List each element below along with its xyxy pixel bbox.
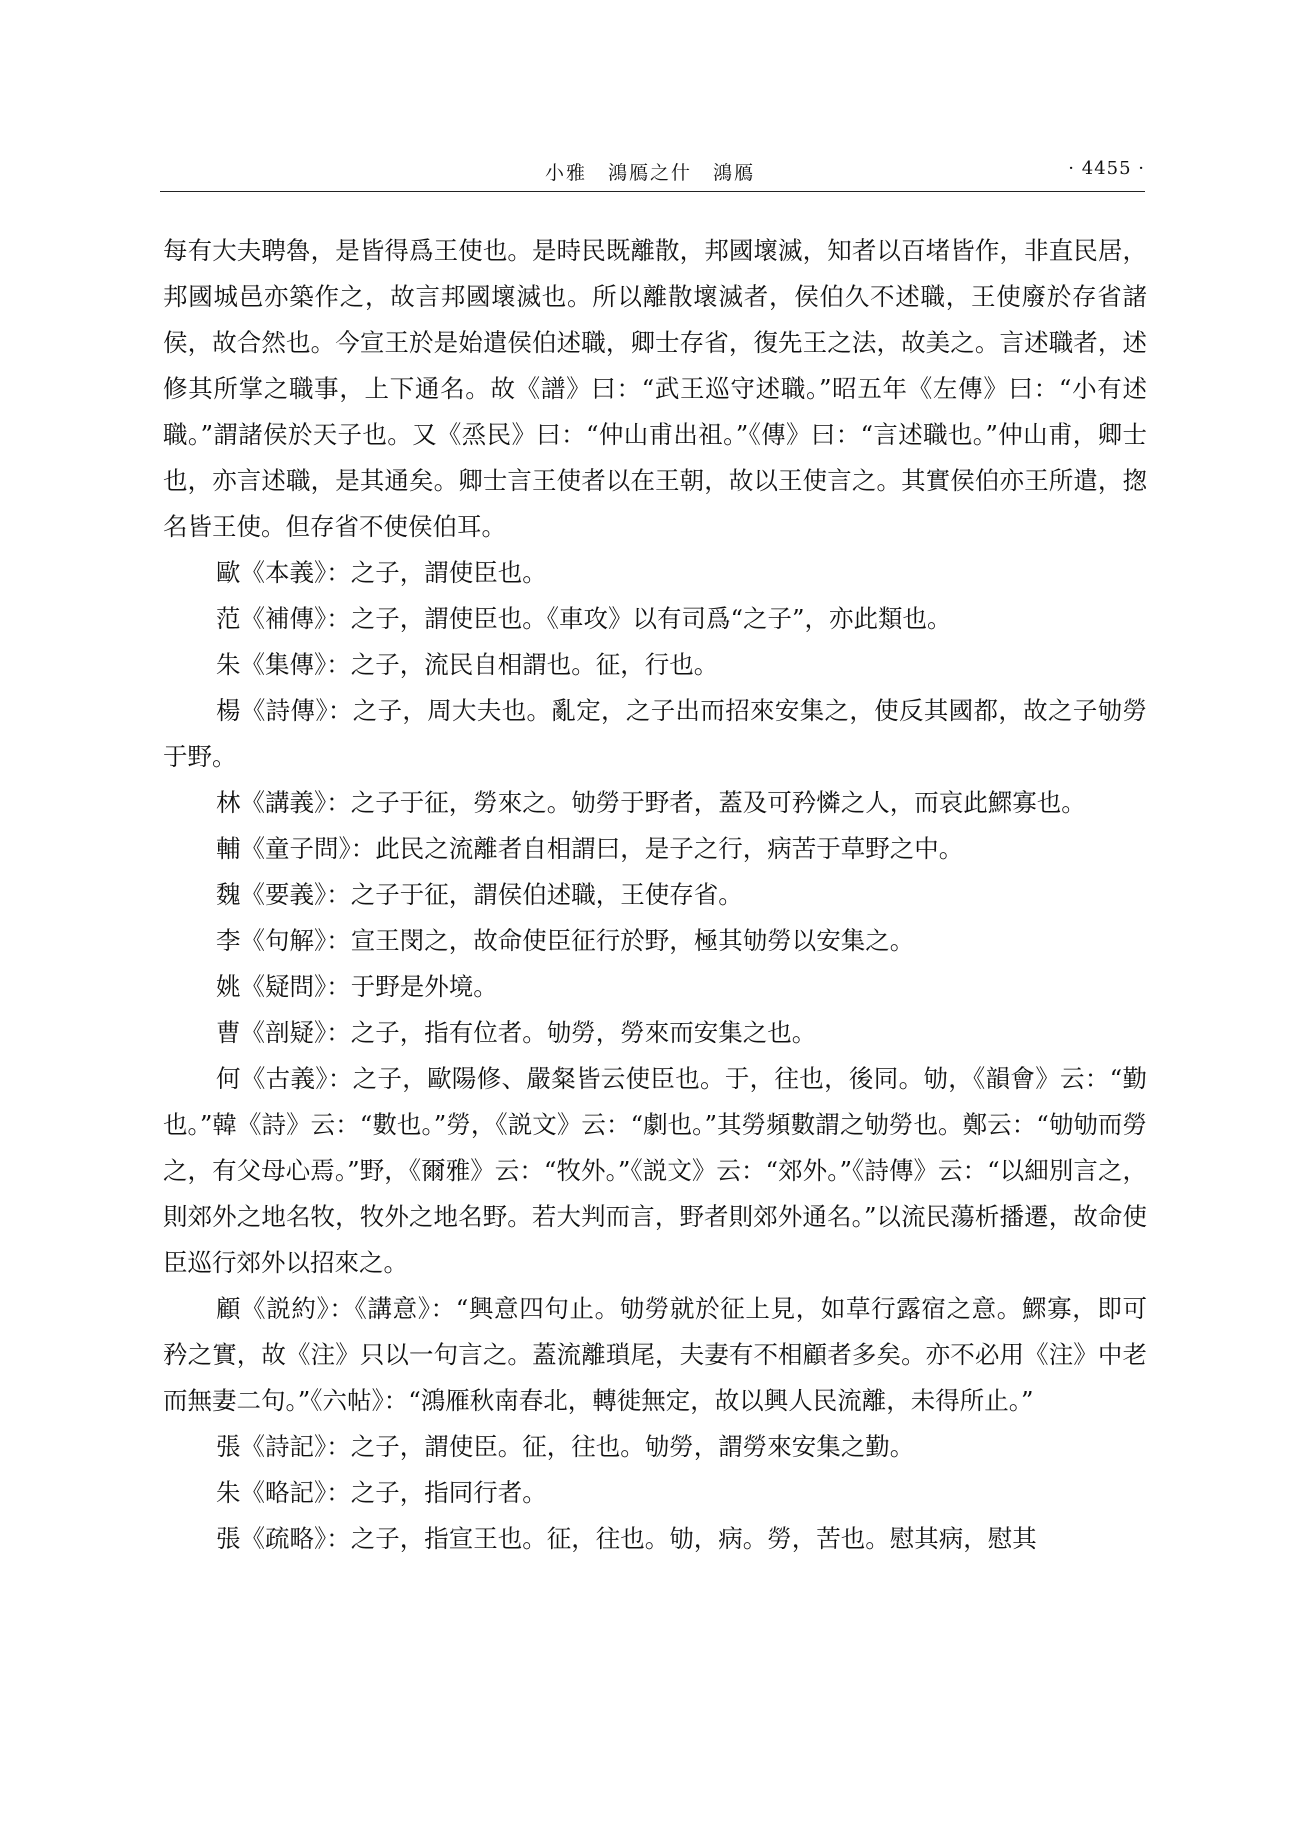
paragraph-cao-pouyi: 曹《剖疑》：之子，指有位者。劬勞，勞來而安集之也。: [216, 1018, 817, 1047]
paragraph-ou-benyi: 歐《本義》：之子，謂使臣也。: [216, 558, 547, 587]
running-title: 小雅 鴻鴈之什 鴻鴈: [545, 162, 756, 184]
paragraph-yang-shizhuan: 楊《詩傳》：之子，周大夫也。亂定，之子出而招來安集之，使反其國都，故之子劬勞于野。: [163, 696, 1147, 771]
paragraph-fu-tongziwen: 輔《童子問》：此民之流離者自相謂曰，是子之行，病苦于草野之中。: [216, 834, 964, 863]
paragraph-zhu-lueji: 朱《略記》：之子，指同行者。: [216, 1478, 547, 1507]
paragraph-zhang-shulue: 張《疏略》：之子，指宣王也。征，往也。劬，病。勞，苦也。慰其病，慰其: [216, 1524, 1037, 1553]
paragraph-lin-jiangyi: 林《講義》：之子于征，勞來之。劬勞于野者，蓋及可矜憐之人，而哀此鰥寡也。: [216, 788, 1086, 817]
paragraph-yao-yiwen: 姚《疑問》：于野是外境。: [216, 972, 498, 1001]
paragraph-li-jujie: 李《句解》：宣王閔之，故命使臣征行於野，極其劬勞以安集之。: [216, 926, 915, 955]
paragraph-zhang-shiji: 張《詩記》：之子，謂使臣。征，往也。劬勞，謂勞來安集之勤。: [216, 1432, 915, 1461]
header-rule: [160, 191, 1145, 192]
paragraph-he-guyi: 何《古義》：之子，歐陽修、嚴粲皆云使臣也。于，往也，後同。劬，《韻會》云：“勤也。”韓《詩》云：“數也。”勞，《説文》云：“劇也。”其勞頻數謂之劬勞也。鄭云：“劬劬而勞之，有父母心焉。”野，《爾雅》云：“牧外。”《説文》云：“郊外。”《詩傳》云：“以細別言之，則郊外之地名牧，牧外之地名野。若大判而言，野者則郊外通名。”以流民蕩析播遷，故命使臣巡行郊外以招來之。: [163, 1064, 1147, 1277]
body-text: [163, 228, 1147, 1562]
page-number: · 4455 ·: [1068, 158, 1145, 179]
paragraph-fan-buzhuan: 范《補傳》：之子，謂使臣也。《車攻》以有司爲“之子”，亦此類也。: [216, 604, 952, 633]
paragraph-wei-yaoyi: 魏《要義》：之子于征，謂侯伯述職，王使存省。: [216, 880, 743, 909]
page-header: [160, 158, 1145, 188]
paragraph-continuation: 每有大夫聘魯，是皆得爲王使也。是時民既離散，邦國壞滅，知者以百堵皆作，非直民居，邦國城邑亦築作之，故言邦國壞滅也。所以離散壞滅者，侯伯久不述職，王使廢於存省諸侯，故合然也。今宣王於是始遣侯伯述職，卿士存省，復先王之法，故美之。言述職者，述修其所掌之職事，上下通名。故《譜》曰：“武王巡守述職。”昭五年《左傳》曰：“小有述職。”謂諸侯於天子也。又《烝民》曰：“仲山甫出祖。”《傳》曰：“言述職也。”仲山甫，卿士也，亦言述職，是其通矣。卿士言王使者以在王朝，故以王使言之。其實侯伯亦王所遣，揔名皆王使。但存省不使侯伯耳。: [163, 236, 1147, 541]
paragraph-gu-shuoyue: 顧《説約》：《講意》：“興意四句止。劬勞就於征上見，如草行露宿之意。鰥寡，即可矜之實，故《注》只以一句言之。蓋流離瑣尾，夫妻有不相顧者多矣。亦不必用《注》中老而無妻二句。”《六帖》：“鴻雁秋南春北，轉徙無定，故以興人民流離，未得所止。”: [163, 1294, 1147, 1415]
paragraph-zhu-jizhuan: 朱《集傳》：之子，流民自相謂也。征，行也。: [216, 650, 719, 679]
